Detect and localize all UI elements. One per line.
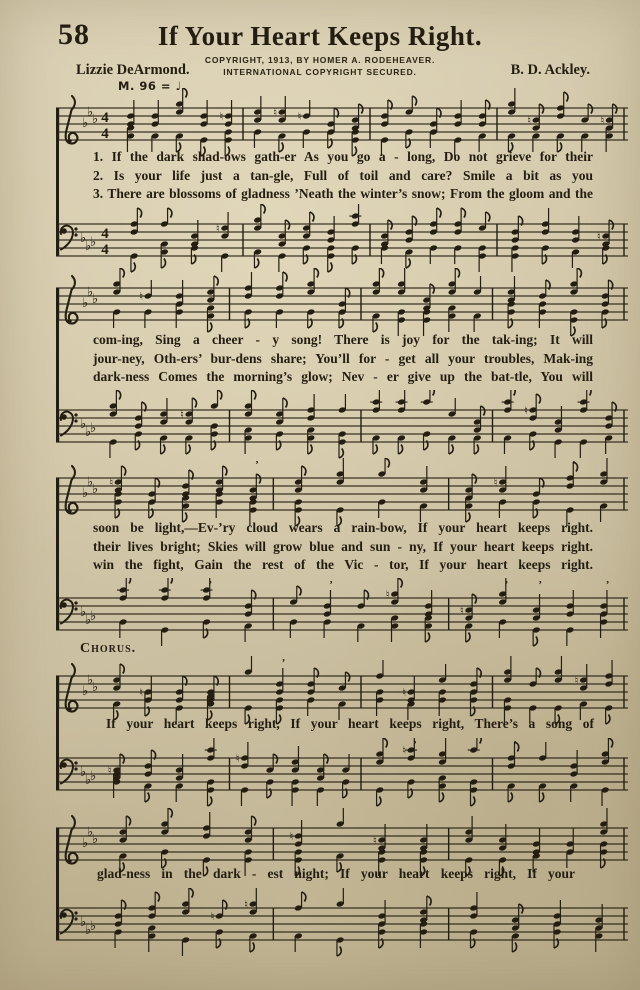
svg-text:♮: ♮	[139, 686, 144, 699]
svg-text:♮: ♮	[215, 222, 220, 235]
staff-notation	[56, 888, 628, 958]
svg-text:’: ’	[208, 579, 213, 591]
svg-text:♮: ♮	[109, 476, 114, 489]
svg-text:♭: ♭	[90, 421, 97, 436]
svg-text:♭: ♭	[92, 112, 99, 127]
treble-staff	[56, 458, 628, 528]
copyright-line-1: COPYRIGHT, 1913, BY HOMER A. RODEHEAVER.	[204, 55, 436, 65]
svg-text:♭: ♭	[80, 231, 87, 246]
svg-text:’: ’	[281, 657, 286, 669]
staff-notation	[56, 268, 628, 338]
svg-text:♭: ♭	[85, 773, 92, 788]
chorus-lyric-line-1: If your heart keeps right, If your heart keeps right, There’s a song of	[106, 716, 594, 731]
svg-text:♮: ♮	[385, 588, 390, 601]
svg-text:♭: ♭	[92, 292, 99, 307]
svg-text:♮: ♮	[600, 114, 605, 127]
svg-text:♮: ♮	[273, 106, 278, 119]
staff-notation	[56, 390, 628, 460]
svg-text:♭: ♭	[92, 482, 99, 497]
svg-text:♭: ♭	[80, 605, 87, 620]
svg-text:♮: ♮	[297, 110, 302, 123]
svg-text:♮: ♮	[523, 404, 528, 417]
svg-text:♭: ♭	[87, 825, 94, 840]
svg-text:♮: ♮	[596, 230, 601, 243]
bass-staff	[56, 738, 628, 808]
svg-text:♭: ♭	[82, 296, 89, 311]
svg-text:’: ’	[413, 739, 417, 751]
svg-text:♭: ♭	[92, 680, 99, 695]
svg-text:♭: ♭	[82, 116, 89, 131]
bass-staff	[56, 390, 628, 460]
svg-text:♭: ♭	[82, 486, 89, 501]
chorus-label: Chorus.	[80, 641, 137, 656]
svg-text:’: ’	[572, 459, 576, 471]
svg-text:♭: ♭	[90, 919, 97, 934]
svg-text:♭: ♭	[87, 105, 94, 120]
lyric-line: 2. Is your life just a tan-gle, Full of toil and care? Smile a bit as you	[93, 167, 593, 183]
lyric-line: 3. There are blossoms of gladness ’Neath the winter’s snow; From the gloom and the	[93, 186, 593, 201]
verse-lyrics-block-1	[93, 148, 593, 204]
lyric-line: com-ing, Sing a cheer - y song! There is joy for the tak-ing; It will	[93, 332, 593, 347]
svg-text:’: ’	[605, 579, 610, 591]
svg-text:♮: ♮	[402, 744, 407, 757]
svg-text:♮: ♮	[219, 110, 224, 123]
svg-text:♭: ♭	[85, 923, 92, 938]
svg-text:♭: ♭	[87, 673, 94, 688]
svg-text:4: 4	[101, 126, 109, 142]
staff-notation	[56, 458, 628, 528]
svg-text:♭: ♭	[90, 235, 97, 250]
svg-text:♭: ♭	[80, 765, 87, 780]
svg-text:’: ’	[513, 739, 517, 751]
chorus-lyric-line-2: glad-ness in the dark - est night; If your heart keeps right, If your	[97, 866, 575, 881]
svg-text:♭: ♭	[82, 836, 89, 851]
svg-text:♭: ♭	[85, 425, 92, 440]
svg-text:♭: ♭	[85, 239, 92, 254]
svg-text:♮: ♮	[180, 408, 184, 421]
lyricist-credit: Lizzie DeArmond.	[76, 62, 190, 78]
svg-text:♮: ♮	[235, 752, 240, 765]
svg-text:♮: ♮	[527, 114, 532, 127]
copyright-line-2: INTERNATIONAL COPYRIGHT SECURED.	[223, 67, 417, 77]
svg-text:’: ’	[538, 579, 543, 591]
svg-text:♭: ♭	[87, 475, 94, 490]
svg-text:♮: ♮	[244, 898, 249, 911]
lyric-line: their lives bright; Skies will grow blue and sun - ny, If your heart keeps right.	[93, 538, 593, 554]
bass-staff	[56, 204, 628, 274]
staff-notation	[56, 578, 628, 648]
svg-text:♮: ♮	[574, 674, 579, 687]
svg-text:♭: ♭	[82, 684, 89, 699]
bass-staff	[56, 888, 628, 958]
svg-text:4: 4	[101, 110, 109, 126]
page-title: If Your Heart Keeps Right.	[157, 21, 483, 51]
svg-text:’: ’	[255, 459, 259, 471]
svg-text:♮: ♮	[402, 686, 407, 699]
hymn-number: 58	[58, 18, 90, 51]
lyric-line: win the fight, Gain the rest of the Vic - tor, If your heart keeps right.	[93, 557, 593, 572]
lyric-line: dark-ness Comes the morning’s glow; Nev - er give up the bat-tle, You will	[93, 369, 593, 384]
lyric-line: jour-ney, Oth-ers’ bur-dens share; You’ll for - get all your troubles, Mak-ing	[93, 350, 593, 366]
svg-text:♮: ♮	[210, 910, 215, 923]
svg-text:’: ’	[504, 579, 509, 591]
svg-text:♭: ♭	[87, 285, 94, 300]
svg-text:♮: ♮	[459, 604, 464, 617]
bass-staff	[56, 578, 628, 648]
svg-text:♭: ♭	[90, 769, 97, 784]
svg-text:♮: ♮	[139, 290, 144, 303]
svg-text:♮: ♮	[289, 830, 294, 843]
tempo-marking: M. 96 = ♩	[118, 79, 182, 93]
lyric-line: soon be light,—Ev-’ry cloud wears a rain-bow, If your heart keeps right.	[93, 520, 593, 535]
svg-text:♭: ♭	[80, 915, 87, 930]
staff-notation	[56, 738, 628, 808]
svg-text:♮: ♮	[372, 834, 377, 847]
svg-text:♭: ♭	[92, 832, 99, 847]
verse-lyrics-block-2	[93, 331, 593, 387]
treble-staff	[56, 268, 628, 338]
svg-text:4: 4	[101, 242, 109, 258]
verse-lyrics-block-3	[93, 519, 593, 575]
staff-notation	[56, 204, 628, 274]
svg-text:4: 4	[101, 226, 109, 242]
svg-text:’: ’	[329, 579, 333, 591]
svg-text:♭: ♭	[80, 417, 87, 432]
svg-text:♮: ♮	[107, 764, 112, 777]
svg-text:♮: ♮	[493, 476, 498, 489]
svg-text:♭: ♭	[90, 609, 97, 624]
composer-credit: B. D. Ackley.	[510, 62, 590, 78]
lyric-line: 1. If the dark shad-ows gath-er As you go a - long, Do not grieve for their	[93, 149, 593, 164]
svg-text:♭: ♭	[85, 613, 92, 628]
